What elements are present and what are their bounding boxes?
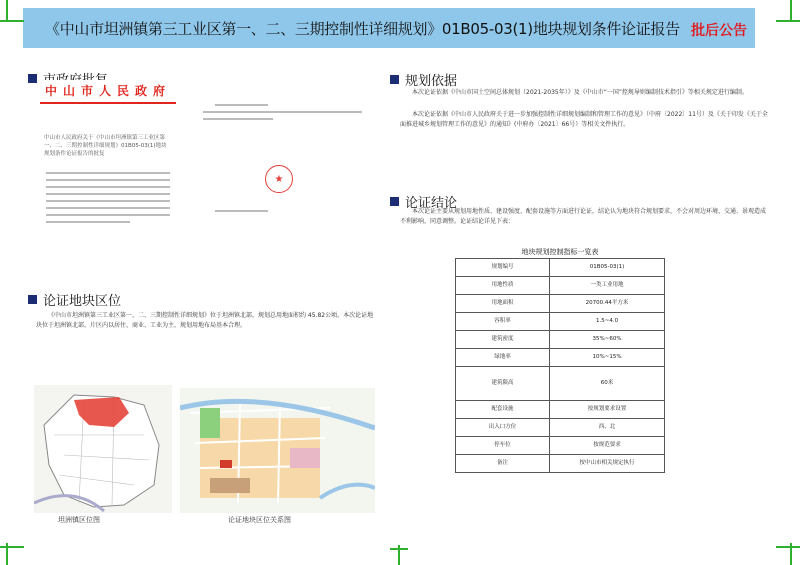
table-row — [456, 367, 665, 401]
table-row — [456, 313, 665, 331]
table-cell: 出入口方位 — [456, 419, 550, 437]
table-cell: 建筑密度 — [456, 331, 550, 349]
table-cell: 35%~60% — [550, 331, 665, 349]
table-cell: 20700.44平方米 — [550, 295, 665, 313]
approval-document-page2 — [195, 80, 370, 289]
control-index-table — [455, 258, 665, 473]
table-title: 地块规划控制指标一览表 — [521, 248, 599, 256]
table-cell: 备注 — [456, 455, 550, 473]
title-bar — [23, 8, 755, 48]
table-row — [456, 259, 665, 277]
table-row — [456, 401, 665, 419]
red-rule — [40, 102, 176, 104]
corner-mark — [776, 20, 800, 22]
corner-mark — [0, 20, 24, 22]
table-row — [456, 277, 665, 295]
section-basis — [390, 70, 457, 89]
table-cell: 容积率 — [456, 313, 550, 331]
table-cell: 配套设施 — [456, 401, 550, 419]
location-paragraph: 《中山市坦洲镇第三工业区第一、二、三期控制性详细规划》位于坦洲镇北部，规划总用地面积约 45.82公顷。本次论证地块位于坦洲镇北部，片区内以居住、商业、工业为主，规划用地布局基本合理。 — [36, 312, 374, 329]
site-map-graphic — [180, 388, 375, 513]
table-cell: 01B05-03(1) — [550, 259, 665, 277]
announcement-badge: 批后公告 — [691, 23, 747, 39]
table-cell: 规划编号 — [456, 259, 550, 277]
bullet-icon — [28, 295, 37, 304]
basis-paragraph-2: 本次论证依据《中山市人民政府关于进一步加强控制性详细规划编制和管理工作的意见》（中府〔2022〕11号）及《关于印发《关于全面推进城乡规划管理工作的意见》的通知》(中府办〔2021〕66号）等相关文件执行。 — [400, 111, 768, 128]
table-cell: 按规划要求设置 — [550, 401, 665, 419]
table-row — [456, 419, 665, 437]
table-cell: 60米 — [550, 367, 665, 401]
document-line: 中山市人民政府关于《中山市坦洲镇第三工业区第一、二、三期控制性详细规划》01B05-03(1)地块规划条件论证报告的批复 — [44, 134, 167, 157]
table-cell: 1.5~4.0 — [550, 313, 665, 331]
conclusion-paragraph: 本次论证主要从规划用地性质、建设强度、配套设施等方面进行论证，结论认为地块符合规划要求，不会对周边环境、交通、景观造成不利影响，同意调整。论证结论详见下表： — [400, 208, 767, 225]
section-heading: 规划依据 — [405, 74, 458, 89]
official-seal-icon: ★ — [265, 165, 293, 193]
town-location-map — [34, 385, 172, 513]
section-heading: 论证结论 — [405, 196, 458, 211]
bullet-icon — [390, 197, 399, 206]
section-location — [28, 290, 121, 309]
corner-mark — [6, 0, 8, 22]
section-heading: 论证地块区位 — [43, 294, 122, 309]
table-row — [456, 455, 665, 473]
town-map-graphic — [34, 385, 172, 513]
document-org: 中山市人民政府 — [44, 84, 171, 98]
table-cell: 用地性质 — [456, 277, 550, 295]
table-cell: 停车位 — [456, 437, 550, 455]
table-cell: 建筑限高 — [456, 367, 550, 401]
table-row — [456, 331, 665, 349]
table-row — [456, 295, 665, 313]
bullet-icon — [28, 74, 37, 83]
basis-paragraph-1: 本次论证依据《中山市国土空间总体规划（2021-2035年）》及《中山市“一国”控规导则编制技术指引》等相关规定进行编制。 — [412, 89, 748, 96]
approval-document — [38, 80, 178, 289]
table-row — [456, 437, 665, 455]
corner-mark — [790, 0, 792, 22]
map2-caption: 论证地块区位关系图 — [228, 516, 291, 524]
table-cell: 按中山市相关规定执行 — [550, 455, 665, 473]
table-cell: 用地面积 — [456, 295, 550, 313]
report-title: 《中山市坦洲镇第三工业区第一、二、三期控制性详细规划》01B05-03(1)地块规划条件论证报告 — [45, 19, 680, 38]
crop-mark — [390, 548, 408, 550]
corner-mark — [0, 546, 24, 548]
table-row — [456, 349, 665, 367]
table-cell: 按规范要求 — [550, 437, 665, 455]
bullet-icon — [390, 75, 399, 84]
table-cell: 西、北 — [550, 419, 665, 437]
corner-mark — [776, 546, 800, 548]
site-location-map — [180, 388, 375, 513]
table-cell: 10%~15% — [550, 349, 665, 367]
table-cell: 绿地率 — [456, 349, 550, 367]
map1-caption: 坦洲镇区位图 — [58, 516, 100, 524]
table-cell: 一类工业用地 — [550, 277, 665, 295]
